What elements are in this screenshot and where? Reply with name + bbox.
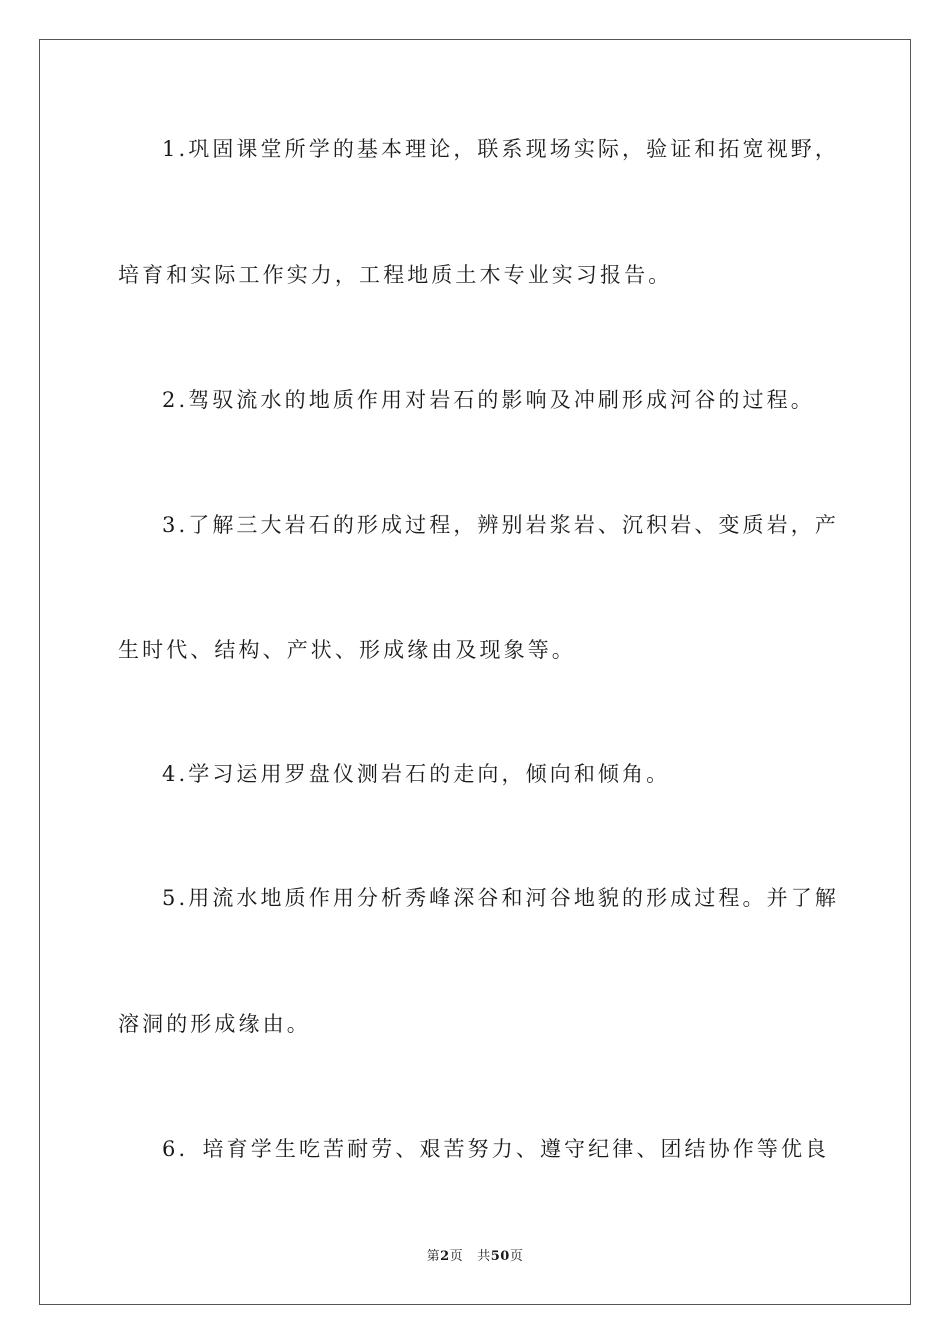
page-footer [0, 1245, 950, 1264]
paragraph-line: 培育和实际工作实力，工程地质土木专业实习报告。 [118, 263, 673, 287]
paragraph-line: 生时代、结构、产状、形成缘由及现象等。 [118, 638, 576, 662]
page-prefix: 第 [426, 1249, 441, 1264]
total-prefix: 共 [477, 1249, 491, 1264]
total-pages: 50 [490, 1249, 510, 1264]
total-suffix: 页 [509, 1249, 524, 1264]
paragraph-line: 3.了解三大岩石的形成过程，辨别岩浆岩、沉积岩、变质岩，产 [162, 513, 839, 537]
paragraph-line: 2.驾驭流水的地质作用对岩石的影响及冲刷形成河谷的过程。 [162, 388, 815, 412]
paragraph-line: 溶洞的形成缘由。 [118, 1012, 311, 1036]
paragraph-line: 1.巩固课堂所学的基本理论，联系现场实际，验证和拓宽视野， [162, 137, 839, 161]
page-frame [39, 39, 911, 1305]
paragraph-line: 4.学习运用罗盘仪测岩石的走向，倾向和倾角。 [162, 762, 671, 786]
paragraph-line: 5.用流水地质作用分析秀峰深谷和河谷地貌的形成过程。并了解 [162, 886, 839, 910]
page-suffix: 页 [449, 1249, 464, 1264]
paragraph-line: 6．培育学生吃苦耐劳、艰苦努力、遵守纪律、团结协作等优良 [162, 1137, 830, 1161]
page-number: 2 [440, 1249, 450, 1264]
